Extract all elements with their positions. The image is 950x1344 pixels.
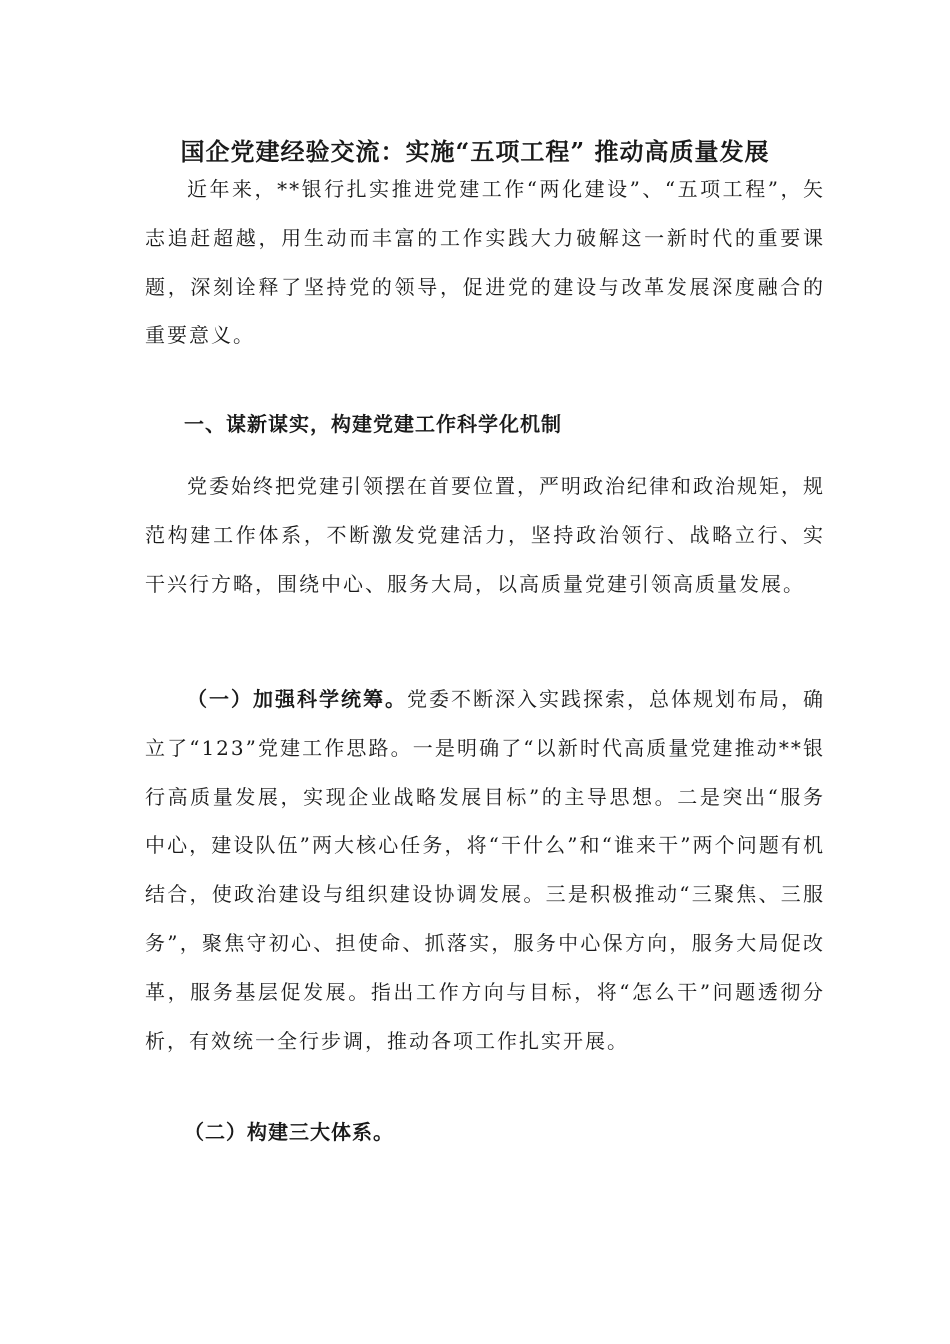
document-title: 国企党建经验交流：实施“五项工程” 推动高质量发展	[180, 137, 770, 166]
intro-paragraph: 近年来，**银行扎实推进党建工作“两化建设”、“五项工程”，矢志追赶超越，用生动而丰富的工作实践大力破解这一新时代的重要课题，深刻诠释了坚持党的领导，促进党的建设与改革发展深度融合的重要意义。	[145, 177, 825, 348]
subsection-heading-2: （二）构建三大体系。	[184, 1120, 394, 1144]
subsection-1-paragraph	[145, 675, 825, 1065]
section-heading-1: 一、谋新谋实，构建党建工作科学化机制	[184, 412, 562, 436]
subsection-1-lead: （一）加强科学统筹。	[187, 687, 407, 711]
subsection-1-body: 党委不断深入实践探索，总体规划布局，确立了“123”党建工作思路。一是明确了“以新时代高质量党建推动**银行高质量发展，实现企业战略发展目标”的主导思想。二是突出“服务中心，建设队伍”两大核心任务，将“干什么”和“谁来干”两个问题有机结合，使政治建设与组织建设协调发展。三是积极推动“三聚焦、三服务”，聚焦守初心、担使命、抓落实，服务中心保方向，服务大局促改革，服务基层促发展。指出工作方向与目标，将“怎么干”问题透彻分析，有效统一全行步调，推动各项工作扎实开展。	[145, 687, 825, 1053]
section-1-paragraph: 党委始终把党建引领摆在首要位置，严明政治纪律和政治规矩，规范构建工作体系，不断激发党建活力，坚持政治领行、战略立行、实干兴行方略，围绕中心、服务大局，以高质量党建引领高质量发展。	[145, 474, 825, 596]
